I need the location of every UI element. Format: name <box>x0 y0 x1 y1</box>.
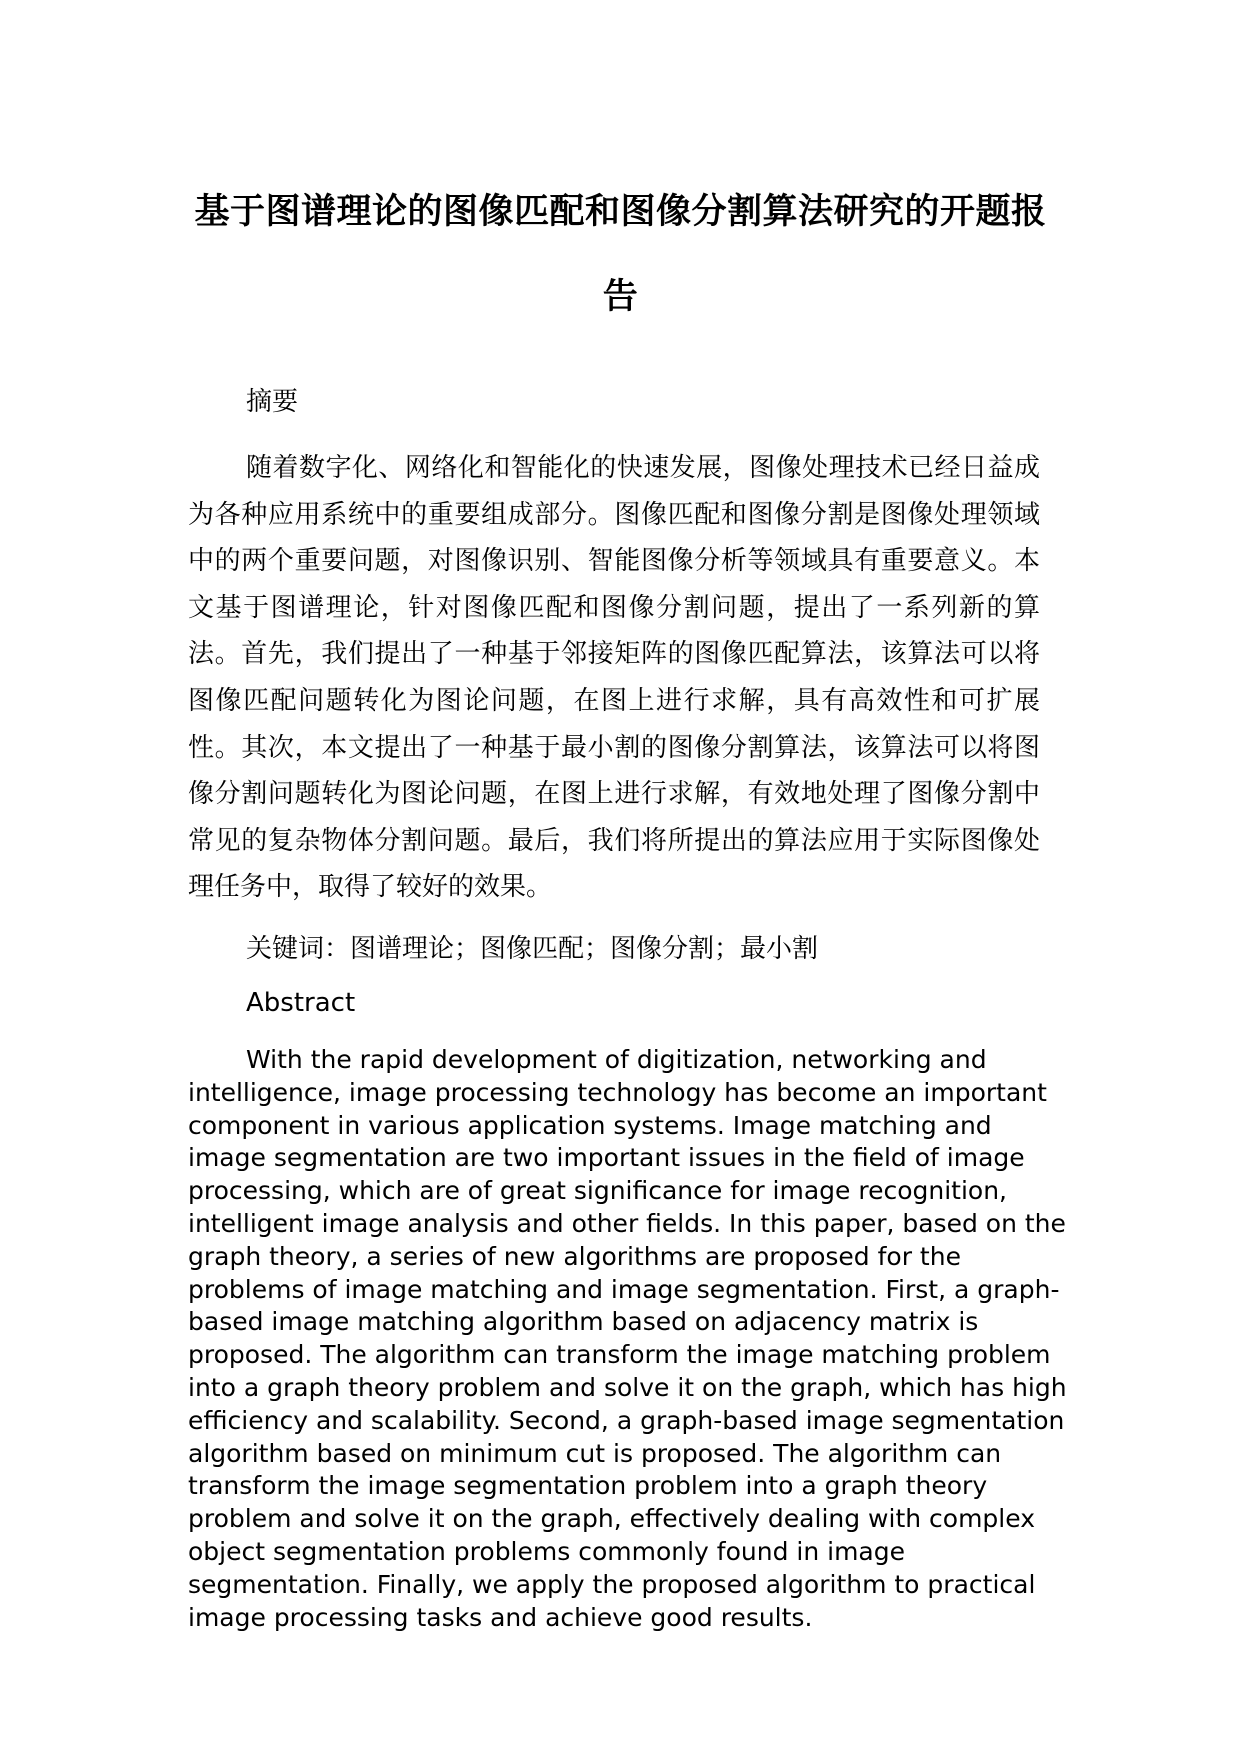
abstract-zh-heading: 摘要 <box>246 387 299 417</box>
abstract-zh-paragraph: 随着数字化、网络化和智能化的快速发展，图像处理技术已经日益成为各种应用系统中的重要组成部分。图像匹配和图像分割是图像处理领域中的两个重要问题，对图像识别、智能图像分析等领域具有重要意义。本文基于图谱理论，针对图像匹配和图像分割问题，提出了一系列新的算法。首先，我们提出了一种基于邻接矩阵的图像匹配算法，该算法可以将图像匹配问题转化为图论问题，在图上进行求解，具有高效性和可扩展性。其次，本文提出了一种基于最小割的图像分割算法，该算法可以将图像分割问题转化为图论问题，在图上进行求解，有效地处理了图像分割中常见的复杂物体分割问题。最后，我们将所提出的算法应用于实际图像处理任务中，取得了较好的效果。 <box>188 453 1040 903</box>
document-title: 基于图谱理论的图像匹配和图像分割算法研究的开题报告 <box>194 192 1047 317</box>
abstract-en-heading: Abstract <box>246 988 356 1018</box>
keywords: 关键词：图谱理论；图像匹配；图像分割；最小割 <box>246 934 819 964</box>
abstract-en-paragraph: With the rapid development of digitization, networking and intelligence, image processing technology has become an important component in various application systems. Image matching and image segmentation are two important issues in the field of image processing, which are of great significance for image recognition, intelligent image analysis and other fields. In this paper, based on the graph theory, a series of new algorithms are proposed for the problems of image matching and image segmentation. First, a graph-based image matching algorithm based on adjacency matrix is proposed. The algorithm can transform the image matching problem into a graph theory problem and solve it on the graph, which has high efficiency and scalability. Second, a graph-based image segmentation algorithm based on minimum cut is proposed. The algorithm can transform the image segmentation problem into a graph theory problem and solve it on the graph, effectively dealing with complex object segmentation problems commonly found in image segmentation. Finally, we apply the proposed algorithm to practical image processing tasks and achieve good results. <box>188 1045 1067 1632</box>
